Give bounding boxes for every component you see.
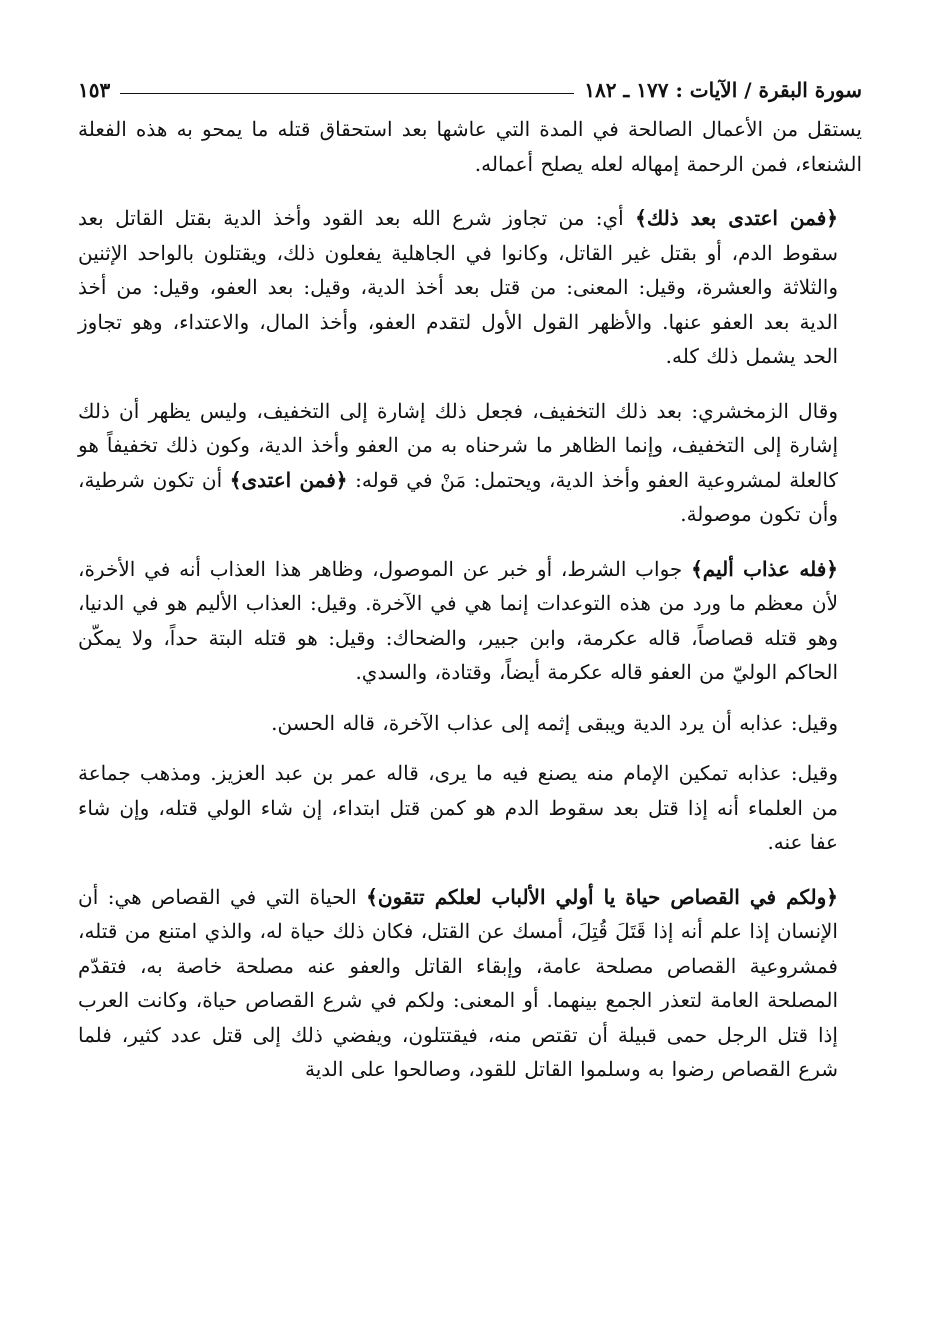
paragraph-text: الحياة التي في القصاص هي: أن الإنسان إذا علم أنه إذا قَتَلَ قُتِلَ، أمسك عن القتل، فكان ذلك حياة له، والذي امتنع من قتله، فمشروعية القصاص مصلحة عامة، وإبقاء القاتل والعفو عنه مصلحة خاصة به، فتقدّم المصلحة العامة لتعذر الجمع بينهما. أو المعنى: ولكم في شرع القصاص حياة، وكانت العرب إذا قتل الرجل حمى قبيلة أن تقتص منه، فيقتتلون، ويفضي ذلك إلى قتل عدد كثير، فلما شرع القصاص رضوا به وسلموا القاتل للقود، وصالحوا على الدية bbox=[78, 884, 838, 1081]
paragraph-text: أي: من تجاوز شرع الله بعد القود وأخذ الدية بقتل القاتل بعد سقوط الدم، أو بقتل غير القاتل، وكانوا في الجاهلية يفعلون ذلك، ويقتلون بالواحد الإثنين والثلاثة والعشرة، وقيل: المعنى: من قتل بعد أخذ الدية، وقيل: بعد العفو، وقيل: من أخذ الدية بعد العفو عنها. والأظهر القول الأول لتقدم العفو، وأخذ المال، والاعتداء، وهو تجاوز الحد يشمل ذلك كله. bbox=[78, 206, 838, 368]
paragraph-text: يستقل من الأعمال الصالحة في المدة التي عاشها بعد استحقاق قتله ما يمحو به هذه الفعلة الشنعاء، فمن الرحمة إمهاله لعله يصلح أعماله. bbox=[78, 117, 862, 176]
paragraph-text: وقال الزمخشري: بعد ذلك التخفيف، فجعل ذلك إشارة إلى التخفيف، وليس يظهر أن ذلك إشارة إلى التخفيف، وإنما الظاهر ما شرحناه به من العفو وأخذ الدية، وكون ذلك تخفيفاً هو كالعلة لمشروعية العفو وأخذ الدية، ويحتمل: مَنْ في قوله: bbox=[78, 398, 838, 492]
paragraph bbox=[78, 552, 862, 690]
quran-quote: ﴿فله عذاب أليم﴾ bbox=[691, 556, 838, 581]
quran-quote: ﴿فمن اعتدى بعد ذلك﴾ bbox=[635, 206, 838, 230]
running-header bbox=[78, 62, 862, 102]
page-body bbox=[78, 112, 862, 1087]
paragraph bbox=[78, 112, 862, 181]
paragraph-text: وقيل: عذابه أن يرد الدية ويبقى إثمه إلى عذاب الآخرة، قاله الحسن. bbox=[271, 710, 838, 735]
paragraph bbox=[78, 706, 862, 741]
paragraph-text: جواب الشرط، أو خبر عن الموصول، وظاهر هذا العذاب أنه في الأخرة، لأن معظم ما ورد من هذه التوعدات إنما هي في الآخرة. وقيل: العذاب الأليم هو في الدنيا، وهو قتله قصاصاً، قاله عكرمة، وابن جبير، والضحاك: وقيل: هو قتله البتة حداً، ولا يمكّن الحاكم الوليّ من العفو قاله عكرمة أيضاً، وقتادة، والسدي. bbox=[78, 556, 838, 684]
paragraph bbox=[78, 201, 862, 374]
paragraph bbox=[78, 756, 862, 860]
page-number: ١٥٣ bbox=[78, 78, 111, 102]
header-rule bbox=[120, 93, 574, 94]
quran-quote: ﴿ولكم في القصاص حياة يا أولي الألباب لعلكم تتقون﴾ bbox=[366, 884, 838, 909]
paragraph-text: وقيل: عذابه تمكين الإمام منه يصنع فيه ما يرى، قاله عمر بن عبد العزيز. ومذهب جماعة من العلماء أنه إذا قتل بعد سقوط الدم هو كمن قتل ابتداء، إن شاء الولي قتله، وإن شاء عفا عنه. bbox=[78, 761, 838, 854]
quran-quote: ﴿فمن اعتدى﴾ bbox=[229, 467, 348, 492]
header-title: سورة البقرة / الآيات : ١٧٧ ـ ١٨٢ bbox=[584, 78, 862, 102]
paragraph bbox=[78, 394, 862, 532]
paragraph bbox=[78, 880, 862, 1087]
book-page bbox=[78, 62, 862, 1322]
paragraph-text: أن تكون شرطية، وأن تكون موصولة. bbox=[78, 467, 838, 526]
